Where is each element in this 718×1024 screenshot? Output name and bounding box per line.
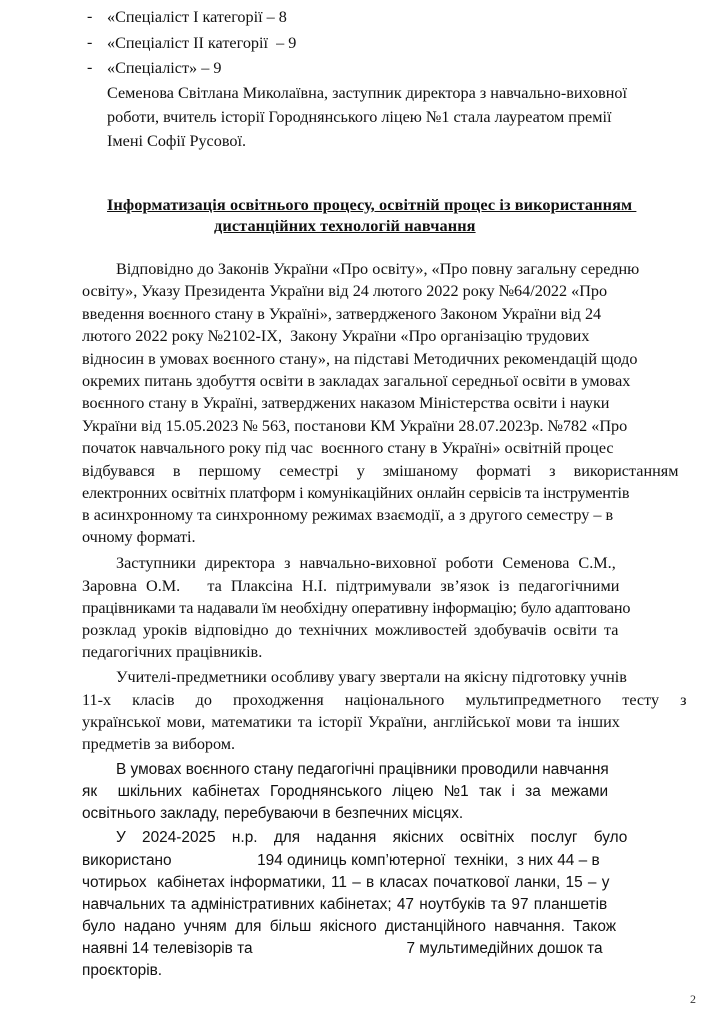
text-line: окремих питань здобуття освіти в закладах загальної середньої освіти в умовах — [82, 372, 631, 390]
text-line: Семенова Світлана Миколаївна, заступник директора з навчально-виховної — [107, 84, 628, 102]
text-line: використано 194 одиниць комп’ютерної техніки, з них 44 – в — [82, 852, 600, 869]
text-line: в асинхронному та синхронному режимах взаємодії, а з другого семестру – в — [82, 506, 614, 524]
text-line: як шкільних кабінетах Городнянського ліцею №1 так і за межами — [82, 783, 609, 800]
text-line: чотирьох кабінетах інформатики, 11 – в класах початкової ланки, 15 – у — [82, 874, 610, 891]
text-line: Заровна О.М. та Плаксіна Н.І. підтримували зв’язок із педагогічними — [82, 577, 620, 595]
text-line: було надано учням для більш якісного дистанційного навчання. Також — [82, 918, 617, 935]
list-item-text: «Спеціаліст» – 9 — [107, 59, 222, 77]
text-line: розклад уроків відповідно до технічних можливостей здобувачів освіти та — [82, 621, 619, 639]
heading-line: Інформатизація освітнього процесу, освітній процес із використанням — [107, 195, 637, 214]
text-line: педагогічних працівників. — [82, 643, 263, 661]
list-marker: - — [87, 8, 93, 25]
text-line: предметів за вибором. — [82, 735, 236, 753]
text-line: відбувався в першому семестрі у змішаному форматі з використанням — [82, 462, 679, 480]
list-marker: - — [87, 34, 93, 51]
text-line: Відповідно до Законів України «Про освіту», «Про повну загальну середню — [116, 260, 640, 278]
heading-line: дистанційних технологій навчання — [214, 216, 476, 235]
text-line: навчальних та адміністративних кабінетах; 47 ноутбуків та 97 планшетів — [82, 896, 608, 913]
text-line: очному форматі. — [82, 528, 196, 546]
text-line: наявні 14 телевізорів та 7 мультимедійних дошок та — [82, 940, 603, 957]
text-line: лютого 2022 року №2102-IX, Закону України «Про організацію трудових — [82, 327, 590, 345]
text-line: Імені Софії Русової. — [107, 132, 246, 150]
text-line: воєнного стану в Україні, затверджених наказом Міністерства освіти і науки — [82, 394, 610, 412]
page-number: 2 — [690, 992, 696, 1006]
text-line: відносин в умовах воєнного стану», на підставі Методичних рекомендацій щодо — [82, 350, 638, 368]
list-item-text: «Спеціаліст І категорії – 8 — [107, 8, 287, 26]
text-line: електронних освітніх платформ і комунікаційних онлайн сервісів та інструментів — [82, 484, 630, 502]
text-line: української мови, математики та історії України, англійської мови та інших — [82, 713, 620, 731]
text-line: працівниками та надавали їм необхідну оперативну інформацію; було адаптовано — [82, 599, 631, 617]
text-line: Заступники директора з навчально-виховної роботи Семенова С.М., — [116, 554, 616, 572]
list-item-text: «Спеціаліст ІІ категорії – 9 — [107, 34, 297, 52]
text-line: У 2024-2025 н.р. для надання якісних освітніх послуг було — [116, 829, 628, 846]
text-line: України від 15.05.2023 № 563, постанови КМ України 28.07.2023р. №782 «Про — [82, 417, 628, 435]
text-line: роботи, вчитель історії Городнянського ліцею №1 стала лауреатом премії — [107, 108, 612, 126]
text-line: проєкторів. — [82, 962, 163, 979]
list-marker: - — [87, 59, 93, 76]
text-line: освітнього закладу, перебуваючи в безпечних місцях. — [82, 805, 464, 822]
text-line: В умовах воєнного стану педагогічні працівники проводили навчання — [116, 761, 609, 778]
text-line: Учителі-предметники особливу увагу звертали на якісну підготовку учнів — [116, 668, 627, 686]
text-line: освіту», Указу Президента України від 24 лютого 2022 року №64/2022 «Про — [82, 282, 608, 300]
text-line: введення воєнного стану в Україні», затвердженого Законом України від 24 — [82, 305, 602, 323]
text-line: 11-х класів до проходження національного мультипредметного тесту з — [82, 691, 687, 709]
text-line: початок навчального року під час воєнного стану в Україні» освітній процес — [82, 439, 614, 457]
